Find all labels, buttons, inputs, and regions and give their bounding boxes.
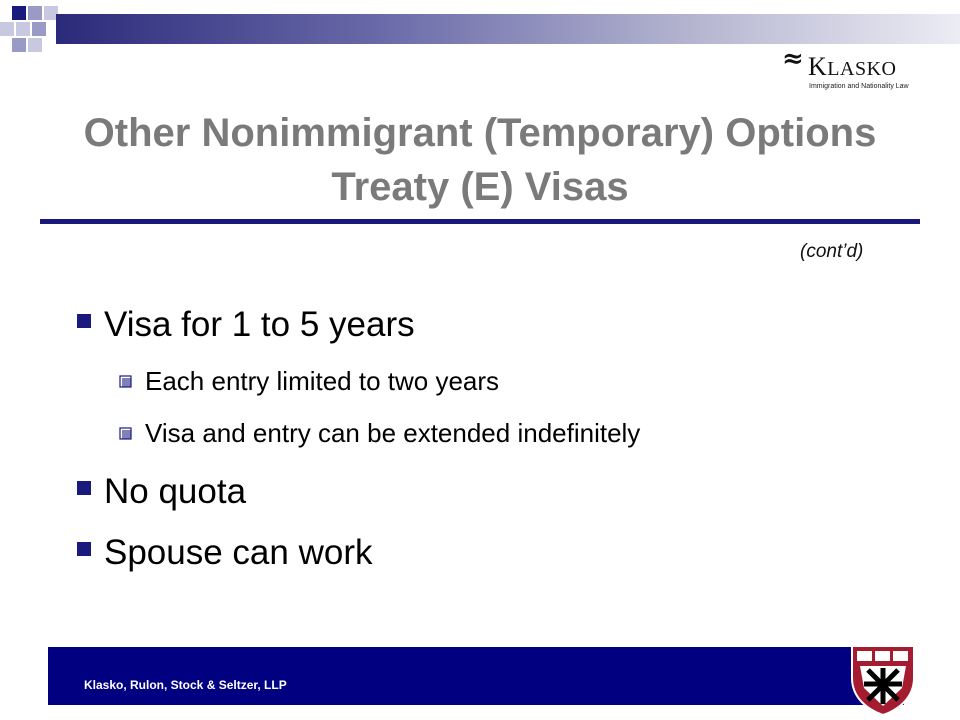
footer-firm-name: Klasko, Rulon, Stock & Seltzer, LLP [84,678,287,692]
decor-square [12,38,26,52]
decor-square [16,22,30,36]
square-bullet-icon [77,314,91,328]
bullet-item: Spouse can work [104,533,372,573]
continued-label: (cont’d) [800,241,864,262]
square-bullet-icon [77,542,91,556]
wave-mark-icon: ≈ [782,44,800,74]
hollow-square-bullet-icon [119,375,132,388]
decor-square [0,22,14,36]
sub-bullet-item: Each entry limited to two years [145,366,499,397]
title-line-2: Treaty (E) Visas [331,165,629,209]
hollow-square-bullet-icon [119,427,132,440]
bullet-item: No quota [104,472,246,512]
logo-tagline: Immigration and Nationality Law [809,83,909,90]
title-line-1: Other Nonimmigrant (Temporary) Options [83,111,877,155]
bullet-item: Visa for 1 to 5 years [104,305,415,345]
square-bullet-icon [77,481,91,495]
harvard-shield-icon [850,644,916,716]
header-gradient-bar [56,14,960,44]
decor-square [28,38,42,52]
footer-bar [48,647,904,705]
logo-name: KLASKO [808,52,897,81]
decor-square [32,22,46,36]
slide-title [0,106,960,214]
title-rule [40,219,920,224]
sub-bullet-item: Visa and entry can be extended indefinitely [145,418,640,449]
decor-square [28,6,42,20]
klasko-logo [782,42,932,94]
decor-square [12,6,26,20]
